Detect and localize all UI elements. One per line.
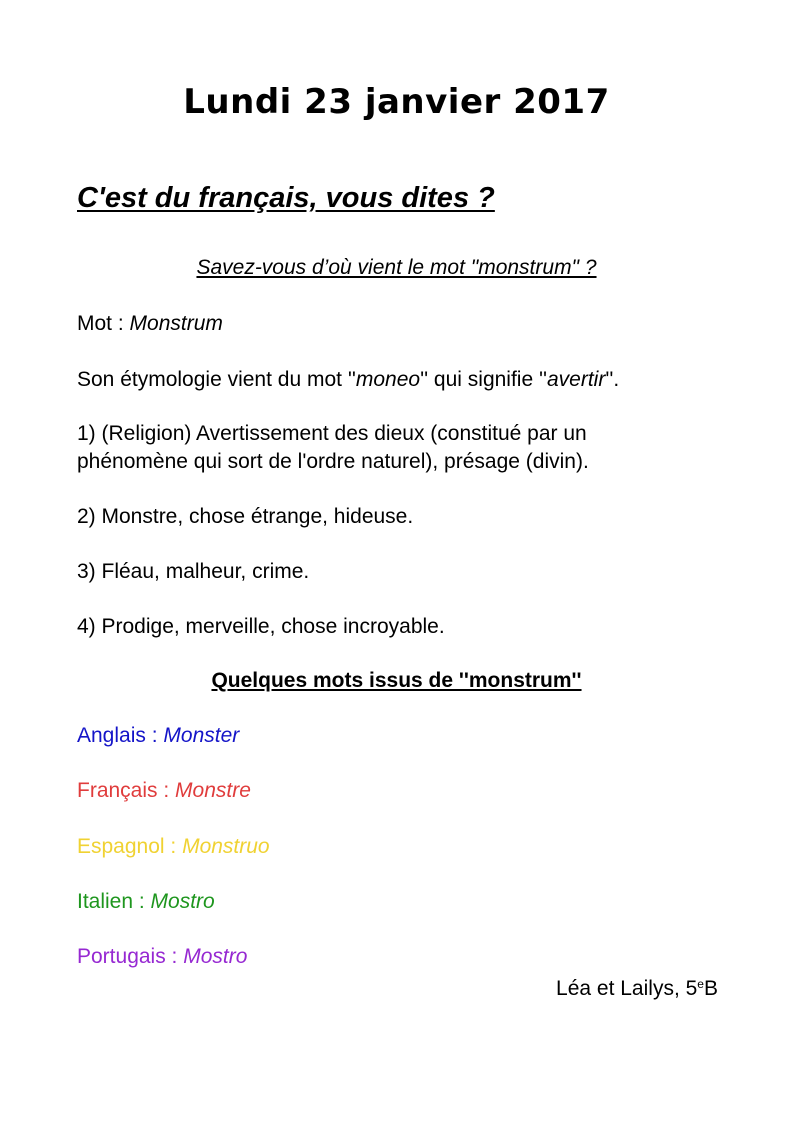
etymology-middle: '' qui signifie '' [420, 368, 547, 391]
language-italian-label: Italien : [77, 890, 151, 913]
page-date-title: Lundi 23 janvier 2017 [183, 82, 610, 122]
signature-class-letter: B [703, 977, 718, 1000]
language-english-label: Anglais : [77, 724, 164, 747]
words-heading: Quelques mots issus de ''monstrum'' [211, 669, 582, 692]
language-french [77, 777, 251, 805]
language-italian [77, 888, 215, 916]
language-spanish-label: Espagnol : [77, 835, 183, 858]
language-spanish-word: Monstruo [182, 835, 270, 858]
definition-1 [77, 420, 589, 476]
language-italian-word: Mostro [150, 890, 215, 913]
language-french-label: Français : [77, 779, 176, 802]
article-headline: C'est du français, vous dites ? [77, 182, 495, 214]
language-french-word: Monstre [175, 779, 251, 802]
language-portuguese-label: Portugais : [77, 945, 184, 968]
definition-1-line-2: phénomène qui sort de l'ordre naturel), présage (divin). [77, 450, 589, 473]
etymology-suffix: ''. [605, 368, 620, 391]
signature-names: Léa et Lailys, 5 [556, 977, 698, 1000]
language-portuguese [77, 943, 247, 971]
etymology-meaning: avertir [547, 368, 606, 391]
language-spanish [77, 833, 270, 861]
word-line [77, 310, 223, 338]
language-english-word: Monster [163, 724, 240, 747]
language-portuguese-word: Mostro [183, 945, 248, 968]
language-english [77, 722, 239, 750]
definition-4: 4) Prodige, merveille, chose incroyable. [77, 615, 445, 638]
definition-1-line-1: 1) (Religion) Avertissement des dieux (constitué par un [77, 422, 587, 445]
word-label: Mot : [77, 312, 130, 335]
etymology-source-word: moneo [355, 368, 421, 391]
etymology-line [77, 366, 619, 394]
definition-3: 3) Fléau, malheur, crime. [77, 560, 310, 583]
signature-superscript: e [697, 977, 704, 991]
signature [556, 970, 718, 1003]
definition-2: 2) Monstre, chose étrange, hideuse. [77, 505, 414, 528]
article-question: Savez-vous d’où vient le mot "monstrum" ? [196, 256, 597, 279]
word-value: Monstrum [129, 312, 223, 335]
etymology-prefix: Son étymologie vient du mot '' [77, 368, 356, 391]
